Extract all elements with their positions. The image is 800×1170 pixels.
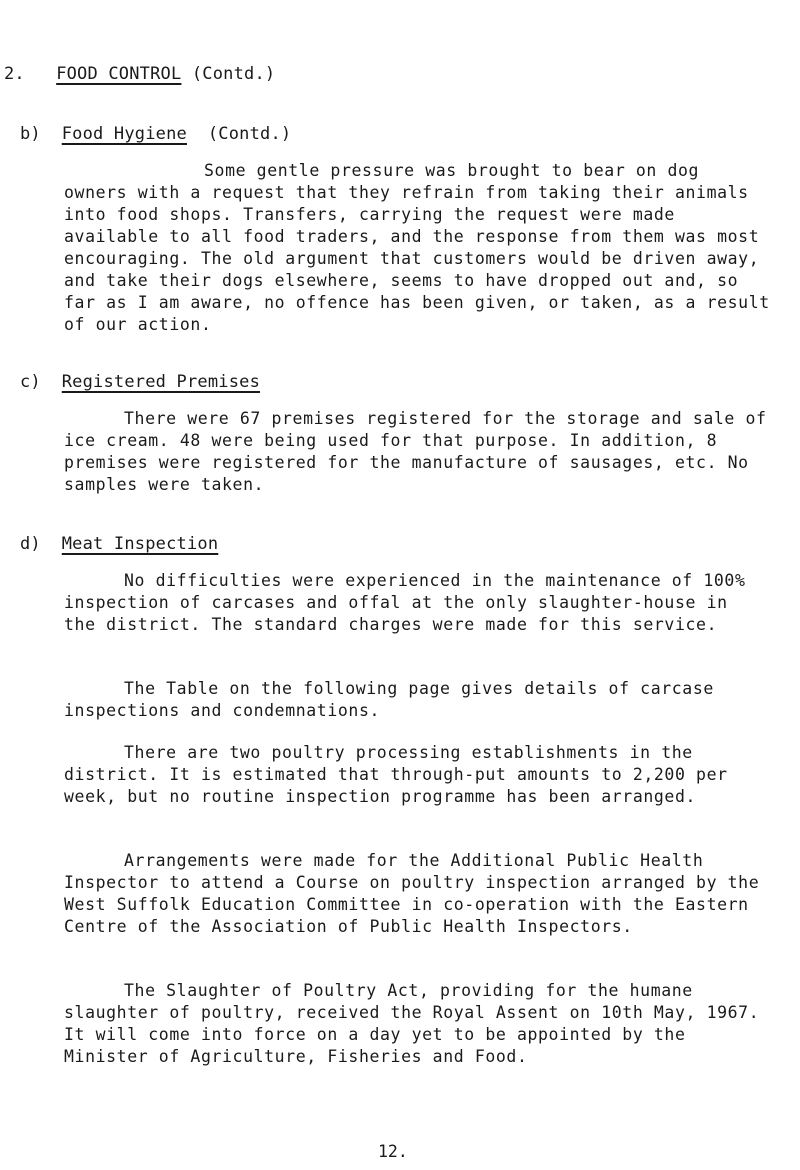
paragraph: No difficulties were experienced in the maintenance of 100% inspection of carcases and offal at the only slaughter-house in the district. The standard charges were made for this service. [64,571,746,634]
subsection-title: Registered Premises [61,372,261,392]
subsection-title: Meat Inspection [61,534,219,554]
paragraph: The Table on the following page gives details of carcase inspections and condemnations. [64,679,714,720]
subsection-heading-b [20,124,291,144]
paragraph: Some gentle pressure was brought to bear on dog owners with a request that they refrain from taking their animals into food shops. Transfers, carrying the request were made available to all food traders, and the response from them was most encouraging. The old argument that customers would be driven away, and take their dogs elsewhere, seems to have dropped out and, so far as I am aware, no offence has been given, or taken, as a result of our action. [64,161,770,334]
paragraph: Arrangements were made for the Additional Public Health Inspector to attend a Course on poultry inspection arranged by the West Suffolk Education Committee in co-operation with the Eastern Centre of the Association of Public Health Inspectors. [64,851,760,936]
section-title: FOOD CONTROL [56,64,182,84]
section-title-suffix: (Contd.) [191,64,276,84]
section-heading [4,64,275,84]
paragraph: There are two poultry processing establishments in the district. It is estimated that through-put amounts to 2,200 per week, but no routine inspection programme has been arranged. [64,743,728,806]
subsection-letter: b) [20,124,41,144]
paragraph: The Slaughter of Poultry Act, providing for the humane slaughter of poultry, received the Royal Assent on 10th May, 1967. It will come into force on a day yet to be appointed by the Minister of Agriculture, Fisheries and Food. [64,981,760,1066]
subsection-letter: c) [20,372,41,392]
subsection-letter: d) [20,534,41,554]
subsection-heading-c [20,372,260,392]
section-number: 2. [4,64,25,84]
subsection-title-suffix: (Contd.) [207,124,292,144]
subsection-heading-d [20,534,218,554]
paragraph: There were 67 premises registered for the storage and sale of ice cream. 48 were being used for that purpose. In addition, 8 premises were registered for the manufacture of sausages, etc. No samples were taken. [64,409,767,494]
page-number: 12. [378,1142,408,1161]
subsection-title: Food Hygiene [61,124,187,144]
